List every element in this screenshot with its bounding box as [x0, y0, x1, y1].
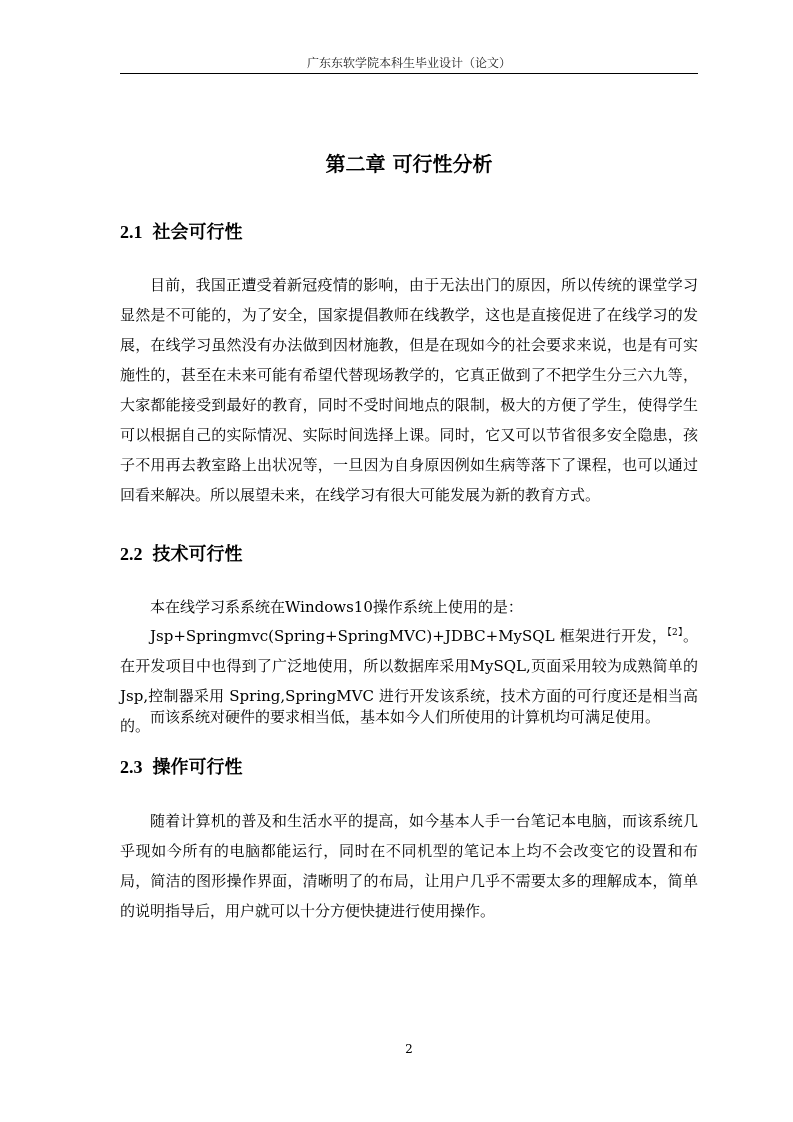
- technical-feasibility-continuation: 。在开发项目中也得到了广泛地使用，所以数据库采用MySQL,页面采用较为成熟简单的 Jsp,控制器采用 Spring,SpringMVC 进行开发该系统，技术方面的可行度还是相当高的。: [120, 627, 698, 735]
- chapter-title: 第二章 可行性分析: [325, 152, 493, 176]
- section-number: 2.2: [120, 544, 143, 564]
- section-title: 操作可行性: [152, 757, 243, 778]
- running-header: 广东东软学院本科生毕业设计（论文）: [306, 56, 511, 70]
- section-heading-2-3: [120, 753, 243, 779]
- technical-feasibility-line-1: 本在线学习系系统在Windows10操作系统上使用的是：: [150, 598, 523, 616]
- page-number: 2: [405, 1042, 413, 1056]
- operational-feasibility-paragraph: 随着计算机的普及和生活水平的提高，如今基本人手一台笔记本电脑，而该系统几乎现如今所有的电脑都能运行，同时在不同机型的笔记本上均不会改变它的设置和布局，简洁的图形操作界面，清晰明了的布局，让用户几乎不需要太多的理解成本，简单的说明指导后，用户就可以十分方便快捷进行使用操作。: [120, 812, 698, 920]
- hardware-requirement-line: 而该系统对硬件的要求相当低，基本如今人们所使用的计算机均可满足使用。: [150, 708, 661, 726]
- section-heading-2-1: [120, 218, 243, 244]
- social-feasibility-paragraph: 目前，我国正遭受着新冠疫情的影响，由于无法出门的原因，所以传统的课堂学习显然是不可能的，为了安全，国家提倡教师在线教学，这也是直接促进了在线学习的发展，在线学习虽然没有办法做到因材施教，但是在现如今的社会要求来说，也是有可实施性的，甚至在未来可能有希望代替现场教学的，它真正做到了不把学生分三六九等，大家都能接受到最好的教育，同时不受时间地点的限制，极大的方便了学生，使得学生可以根据自己的实际情况、实际时间选择上课。同时，它又可以节省很多安全隐患，孩子不用再去教室路上出状况等，一旦因为自身原因例如生病等落下了课程，也可以通过回看来解决。所以展望未来，在线学习有很大可能发展为新的教育方式。: [120, 276, 698, 504]
- section-title: 社会可行性: [152, 222, 243, 243]
- citation-marker: 【2】: [667, 628, 683, 638]
- section-title: 技术可行性: [152, 544, 243, 565]
- section-heading-2-2: [120, 540, 243, 566]
- header-rule: [120, 73, 698, 74]
- section-number: 2.3: [120, 757, 143, 777]
- section-number: 2.1: [120, 222, 143, 242]
- technical-stack-text: Jsp+Springmvc(Spring+SpringMVC)+JDBC+MySQL 框架进行开发，: [150, 627, 668, 645]
